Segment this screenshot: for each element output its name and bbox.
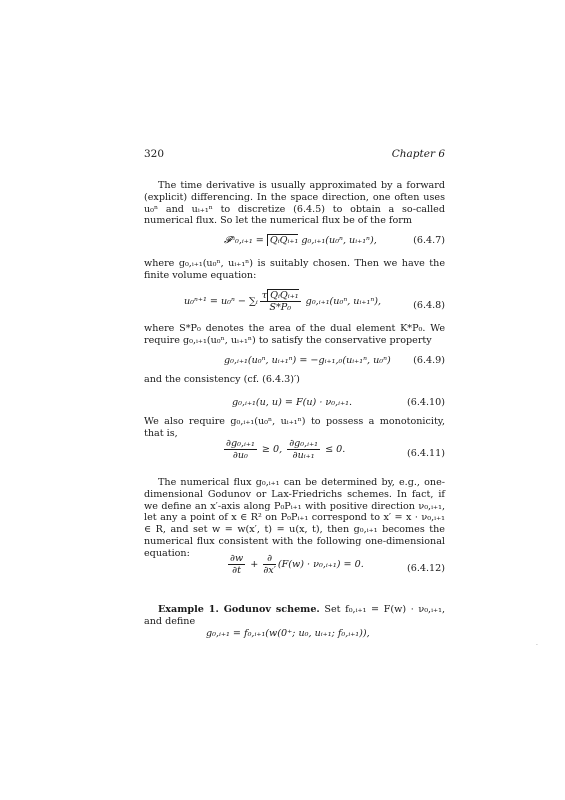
equation-6-4-7: 𝓕ⁿ₀,ᵢ₊₁ = QᵢQᵢ₊₁ g₀,ᵢ₊₁(u₀ⁿ, uᵢ₊₁ⁿ), (6.4.7) <box>224 235 445 246</box>
equation-6-4-10: g₀,ᵢ₊₁(u, u) = F(u) · ν₀,ᵢ₊₁. (6.4.10) <box>232 397 445 408</box>
paragraph-5: We also require g₀,ᵢ₊₁(u₀ⁿ, uᵢ₊₁ⁿ) to possess a monotonicity, that is, <box>144 416 445 439</box>
paragraph-6: The numerical flux g₀,ᵢ₊₁ can be determined by, e.g., one-dimensional Godunov or Lax-Friedrichs schemes. In fact, if we define an x′-axis along P₀Pᵢ₊₁ with positive direction ν₀,ᵢ₊₁, let any a point of x ∈ R² on P₀Pᵢ₊₁ correspond to x′ = x · ν₀,ᵢ₊₁ ∈ R, and set w = w(x′, t) = u(x, t), then g₀,ᵢ₊₁ becomes the numerical flux consistent with the following one-dimensional equation: <box>144 477 445 559</box>
equation-number: (6.4.7) <box>413 235 445 246</box>
paragraph-7: Example 1. Godunov scheme. Set f₀,ᵢ₊₁ = F(w) · ν₀,ᵢ₊₁, and define <box>144 604 445 627</box>
equation-godunov: g₀,ᵢ₊₁ = f₀,ᵢ₊₁(w(0⁺; u₀, uᵢ₊₁; f₀,ᵢ₊₁)), <box>206 628 370 639</box>
equation-6-4-9: g₀,ᵢ₊₁(u₀ⁿ, uᵢ₊₁ⁿ) = −gᵢ₊₁,₀(uᵢ₊₁ⁿ, u₀ⁿ) (6.4.9) <box>224 355 445 366</box>
equation-6-4-12: $\frac{\partial w}{\partial t}$ + $\frac{\partial}{\partial x'}$ (F(w) · ν₀,ᵢ₊₁) = 0. (6.4.12) <box>230 553 445 576</box>
paragraph-3: where S*P₀ denotes the area of the dual element K*P₀. We require g₀,ᵢ₊₁(u₀ⁿ, uᵢ₊₁ⁿ) to satisfy the conservative property <box>144 323 445 346</box>
paragraph-1: The time derivative is usually approximated by a forward (explicit) differencing. In the space direction, one often uses u₀ⁿ and uᵢ₊₁ⁿ to discretize (6.4.5) to obtain a so-called numerical flux. So let the numerical flux be of the form <box>144 180 445 227</box>
running-header <box>144 148 445 162</box>
scan-speck: · <box>536 642 538 649</box>
equation-6-4-11: $\frac{\text{∂g₀,ᵢ₊₁}}{\text{∂u₀}}$ ≥ 0, $\frac{\text{∂g₀,ᵢ₊₁}}{\text{∂uᵢ₊₁}}$ ≤ 0. (6.4.11) <box>226 438 445 461</box>
equation-6-4-8: u₀ⁿ⁺¹ = u₀ⁿ − ∑ᵢ $\frac{\text{τ QᵢQᵢ₊₁}}{\text{S*P₀}}$ g₀,ᵢ₊₁(u₀ⁿ, uᵢ₊₁ⁿ), (6.4.8) <box>184 290 445 313</box>
paragraph-2: where g₀,ᵢ₊₁(u₀ⁿ, uᵢ₊₁ⁿ) is suitably chosen. Then we have the finite volume equation: <box>144 258 445 281</box>
equation-number: (6.4.10) <box>406 397 445 408</box>
page-number: 320 <box>144 148 165 160</box>
equation-number: (6.4.8) <box>413 300 445 311</box>
equation-number: (6.4.11) <box>406 448 445 459</box>
example-title: Example 1. Godunov scheme. <box>158 604 320 615</box>
equation-number: (6.4.9) <box>413 355 445 366</box>
chapter-title: Chapter 6 <box>391 148 445 160</box>
equation-number: (6.4.12) <box>406 563 445 574</box>
paragraph-4: and the consistency (cf. (6.4.3)′) <box>144 374 300 385</box>
